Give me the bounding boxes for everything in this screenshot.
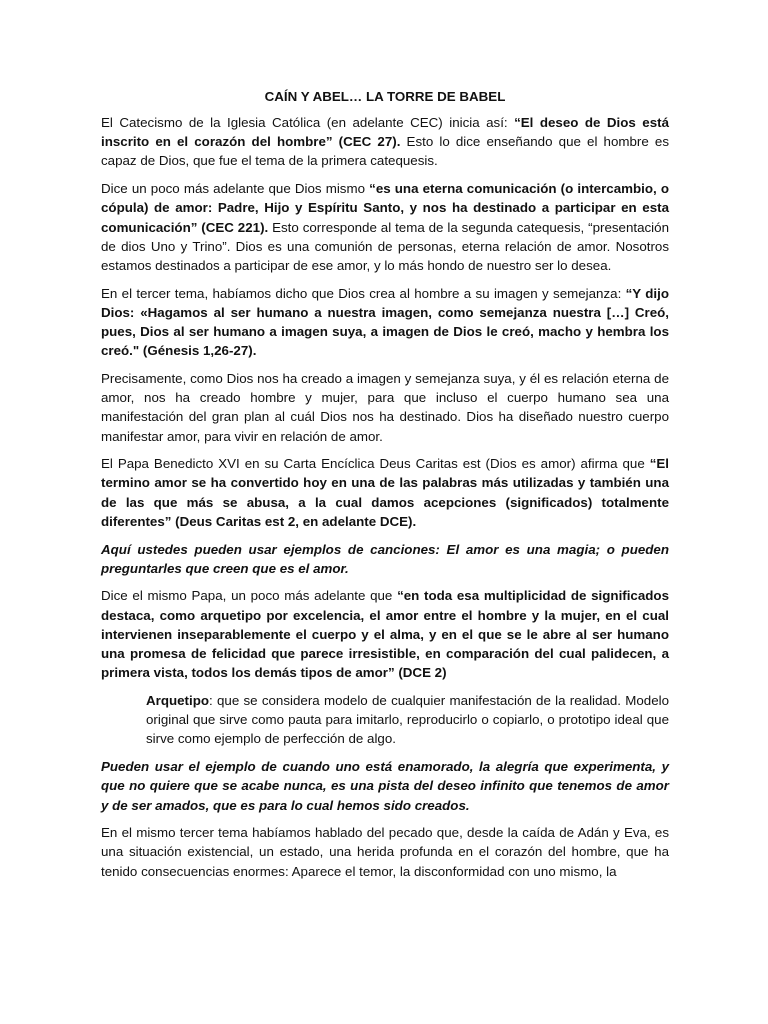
paragraph-9-note: Pueden usar el ejemplo de cuando uno está enamorado, la alegría que experimenta, y que no quiere que se acabe nunca, es una pista del deseo infinito que tenemos de amor y de ser amados, que es para lo cual hemos sido creados. xyxy=(101,759,669,813)
document-title: CAÍN Y ABEL… LA TORRE DE BABEL xyxy=(264,89,506,104)
definition-text: : que se considera modelo de cualquier manifestación de la realidad. Modelo original que sirve como pauta para imitarlo, reproducirlo o copiarlo, o prototipo ideal que sirve como ejemplo de perfección de algo. xyxy=(146,692,669,747)
paragraph-10: En el mismo tercer tema habíamos hablado del pecado que, desde la caída de Adán y Eva, es una situación existencial, un estado, una herida profunda en el corazón del hombre, que ha tenido consecuencias enormes: Aparece el temor, la disconformidad con uno mismo, la xyxy=(101,825,669,879)
p1-quote: “El deseo de Dios está inscrito en el corazón del hombre” (CEC 27). xyxy=(101,115,669,150)
p1-text-a: El Catecismo de la Iglesia Católica (en adelante CEC) inicia así: xyxy=(101,115,515,130)
p5-quote: “El termino amor se ha convertido hoy en una de las palabras más utilizadas y también una de las que más se abusa, a la cual damos acepciones (significados) totalmente diferentes” (Deus Caritas est 2, en adelante DCE). xyxy=(101,456,669,529)
paragraph-7 xyxy=(101,586,669,682)
p2-text-a: Dice un poco más adelante que Dios mismo xyxy=(101,181,370,197)
paragraph-5 xyxy=(101,454,669,531)
paragraph-8-definition xyxy=(146,691,669,749)
definition-term: Arquetipo xyxy=(146,692,210,708)
p7-quote: “en toda esa multiplicidad de significados destaca, como arquetipo por excelencia, el amor entre el hombre y la mujer, en el cual intervienen inseparablemente el cuerpo y el alma, y en el que se le abre al ser humano una promesa de felicidad que parece irresistible, en comparación del cual palidecen, a primera vista, todos los demás tipos de amor” (DCE 2) xyxy=(101,588,669,681)
p1-text-c: Esto lo dice enseñando que el hombre es capaz de Dios, que fue el tema de la primera catequesis. xyxy=(101,134,669,169)
p3-text-a: En el tercer tema, habíamos dicho que Dios crea al hombre a su imagen y semejanza: xyxy=(101,285,626,301)
p7-text-a: Dice el mismo Papa, un poco más adelante que xyxy=(101,588,398,604)
paragraph-4: Precisamente, como Dios nos ha creado a imagen y semejanza suya, y él es relación eterna de amor, nos ha creado hombre y mujer, para que incluso el cuerpo humano sea una manifestación del gran plan al cuál Dios nos ha destinado. Dios ha diseñado nuestro cuerpo manifestar amor, para vivir en relación de amor. xyxy=(101,370,669,444)
paragraph-6-note: Aquí ustedes pueden usar ejemplos de canciones: El amor es una magia; o pueden preguntarles que creen que es el amor. xyxy=(101,541,669,576)
paragraph-3 xyxy=(101,284,669,361)
paragraph-1 xyxy=(101,113,669,171)
paragraph-2 xyxy=(101,179,669,275)
p3-quote: “Y dijo Dios: «Hagamos al ser humano a nuestra imagen, como semejanza nuestra […] Creó, pues, Dios al ser humano a imagen suya, a imagen de Dios le creó, macho y hembra los creó." (Génesis 1,26-27). xyxy=(101,285,669,359)
p2-text-c: Esto corresponde al tema de la segunda catequesis, “presentación de dios Uno y Trino”. Dios es una comunión de personas, eterna relación de amor. Nosotros estamos destinados a participar de ese amor, y lo más hondo de nuestro ser lo desea. xyxy=(101,219,669,273)
p2-quote: “es una eterna comunicación (o intercambio, o cópula) de amor: Padre, Hijo y Espíritu Santo, y nos ha destinado a participar en esta comunicación” (CEC 221). xyxy=(101,181,669,235)
p5-text-a: El Papa Benedicto XVI en su Carta Encíclica Deus Caritas est (Dios es amor) afirma que xyxy=(101,456,650,472)
